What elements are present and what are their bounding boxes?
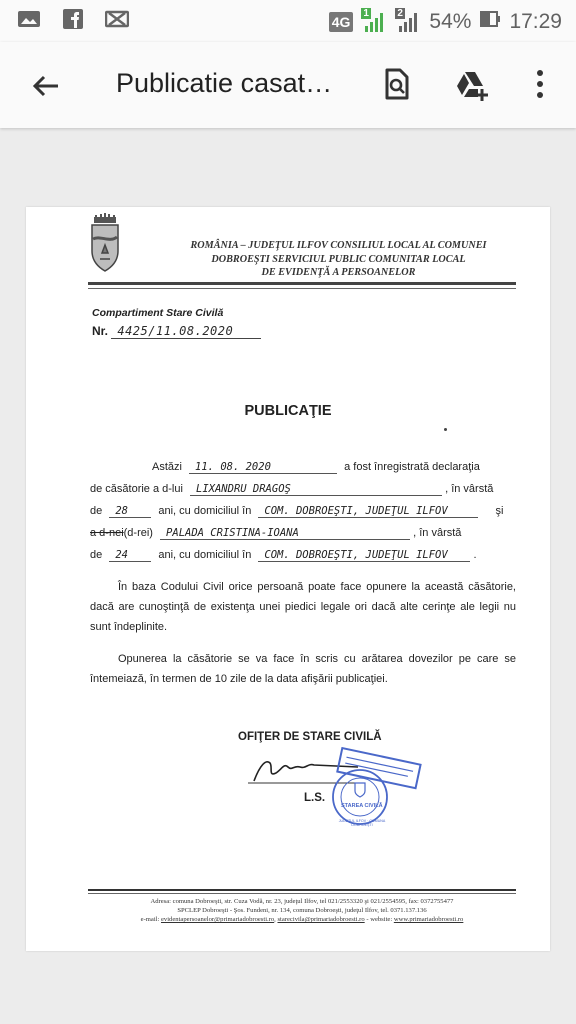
footer-website-link[interactable]: www.primariadobroesti.ro: [393, 916, 464, 923]
coat-of-arms-logo: [88, 213, 122, 273]
network-type-badge: 4G: [329, 12, 354, 32]
bride-name: PALADA CRISTINA-IOANA: [160, 527, 410, 540]
stamp-label: STAREA CIVILĂ: [341, 803, 383, 809]
locus-sigilli: L.S.: [304, 792, 326, 804]
sim1-label: 1: [363, 8, 369, 19]
arrow-back-icon: [26, 66, 66, 106]
footer-email-evidenta-link[interactable]: evidentapersoanelor@primariadobroesti.ro: [160, 916, 275, 923]
line5-prefix: de: [90, 549, 103, 561]
sim2-label: 2: [397, 8, 403, 19]
footer-separator: ,: [274, 916, 276, 923]
drive-add-icon: [452, 64, 492, 104]
line3-prefix: de: [90, 505, 103, 517]
document-title: Publicatie casat…: [116, 68, 333, 98]
declaration-line-2: [90, 483, 530, 496]
search-document-icon: [376, 64, 416, 104]
paragraph-objection-procedure: Opunerea la căsătorie se va face în scris cu arătarea dovezilor pe care se întemeiază, în termen de 10 zile de la data afişării publicaţiei.: [90, 653, 516, 685]
line4-prefix-struck: a d-nei: [90, 527, 124, 539]
clock: 17:29: [509, 10, 562, 33]
header-line-1: ROMÂNIA – JUDEŢUL ILFOV CONSILIUL LOCAL AL COMUNEI: [190, 240, 487, 251]
line4-prefix: (d-rei): [123, 527, 153, 539]
declaration-line-4: [90, 527, 530, 540]
footer-address: Adresa: comuna Dobroeşti, str. Cuza Vodă, nr. 23, judeţul Ilfov, tel 021/2553320 şi 021/2554595, fax: 0372755477: [150, 898, 454, 905]
battery-icon: [479, 8, 501, 36]
footer-dash: -: [366, 916, 369, 923]
footer-email-starecivila-link[interactable]: starecivila@primariadobroesti.ro: [277, 916, 365, 923]
footer-links: [86, 915, 518, 924]
add-to-drive-button[interactable]: [452, 64, 492, 104]
line5-suffix: .: [473, 549, 477, 561]
line4-suffix: , în vârstă: [413, 527, 462, 539]
footer-email-label: e-mail:: [140, 916, 160, 923]
signal-sim2-icon: [395, 10, 421, 34]
declaration-line-5: [90, 549, 530, 562]
footer-rule: [88, 889, 516, 891]
app-bar: [0, 42, 576, 128]
header-rule-thin: [88, 288, 516, 289]
declaration-line-3: [90, 505, 530, 518]
line2-suffix: , în vârstă: [445, 483, 494, 495]
nr-label: Nr.: [92, 324, 109, 338]
line5-middle: ani, cu domiciliul în: [158, 549, 252, 561]
header-line-2: DOBROEŞTI SERVICIUL PUBLIC COMUNITAR LOCAL: [211, 253, 466, 265]
bride-address: COM. DOBROEŞTI, JUDEŢUL ILFOV: [258, 549, 470, 562]
registration-number: [92, 324, 261, 339]
header-rule: [88, 282, 516, 285]
system-status: [329, 8, 562, 36]
facebook-notification-icon: [60, 8, 86, 30]
line3-middle: ani, cu domiciliul în: [158, 505, 252, 517]
nr-value: 4425/11.08.2020: [111, 324, 261, 339]
image-off-notification-icon: [104, 8, 130, 30]
signal-sim1-icon: [361, 10, 387, 34]
line3-suffix: şi: [495, 505, 504, 517]
line2-prefix: de căsătorie a d-lui: [90, 483, 183, 495]
document-page[interactable]: [26, 207, 550, 951]
paragraph-objection-right: În baza Codului Civil orice persoană poate face opunere la această căsătorie, dacă are cunoştinţă de existenţa unei piedici legale ori dacă alte cerinţe ale legii nu sunt îndeplinite.: [90, 581, 516, 633]
more-vert-icon: [522, 64, 562, 104]
back-button[interactable]: [26, 66, 66, 106]
institution-header: [181, 239, 496, 280]
declaration-date: 11. 08. 2020: [189, 461, 337, 474]
more-options-button[interactable]: [522, 64, 562, 104]
notification-icons: [16, 8, 130, 30]
gallery-notification-icon: [16, 8, 42, 30]
small-mark: [444, 428, 447, 431]
bride-age: 24: [109, 549, 151, 562]
header-line-3: DE EVIDENŢĂ A PERSOANELOR: [261, 267, 416, 278]
groom-address: COM. DOBROEŞTI, JUDEŢUL ILFOV: [258, 505, 478, 518]
footer-contacts: [86, 897, 518, 924]
compartment-label: Compartiment Stare Civilă: [92, 307, 224, 319]
footer-rule-thin: [88, 893, 516, 894]
footer-spclep: SPCLEP Dobroeşti - Şos. Fundeni, nr. 134, comuna Dobroeşti, judeţul Ilfov, tel. 0371.137.136: [177, 907, 427, 914]
official-stamp: [318, 747, 428, 827]
footer-website-label: website:: [370, 916, 393, 923]
status-bar: [0, 0, 576, 42]
battery-percent: 54%: [429, 10, 472, 33]
find-in-document-button[interactable]: [376, 64, 416, 104]
groom-name: LIXANDRU DRAGOŞ: [190, 483, 442, 496]
line1-prefix: Astăzi: [152, 461, 182, 473]
groom-age: 28: [109, 505, 151, 518]
document-title-publicatie: PUBLICAŢIE: [244, 403, 332, 419]
signatory-title: OFIŢER DE STARE CIVILĂ: [238, 731, 382, 743]
declaration-line-1: [152, 461, 576, 474]
line1-suffix: a fost înregistrată declaraţia: [344, 461, 480, 473]
stamp-ring-text: JUDEŢUL ILFOV · COMUNA DOBROEŞTI: [338, 819, 386, 827]
